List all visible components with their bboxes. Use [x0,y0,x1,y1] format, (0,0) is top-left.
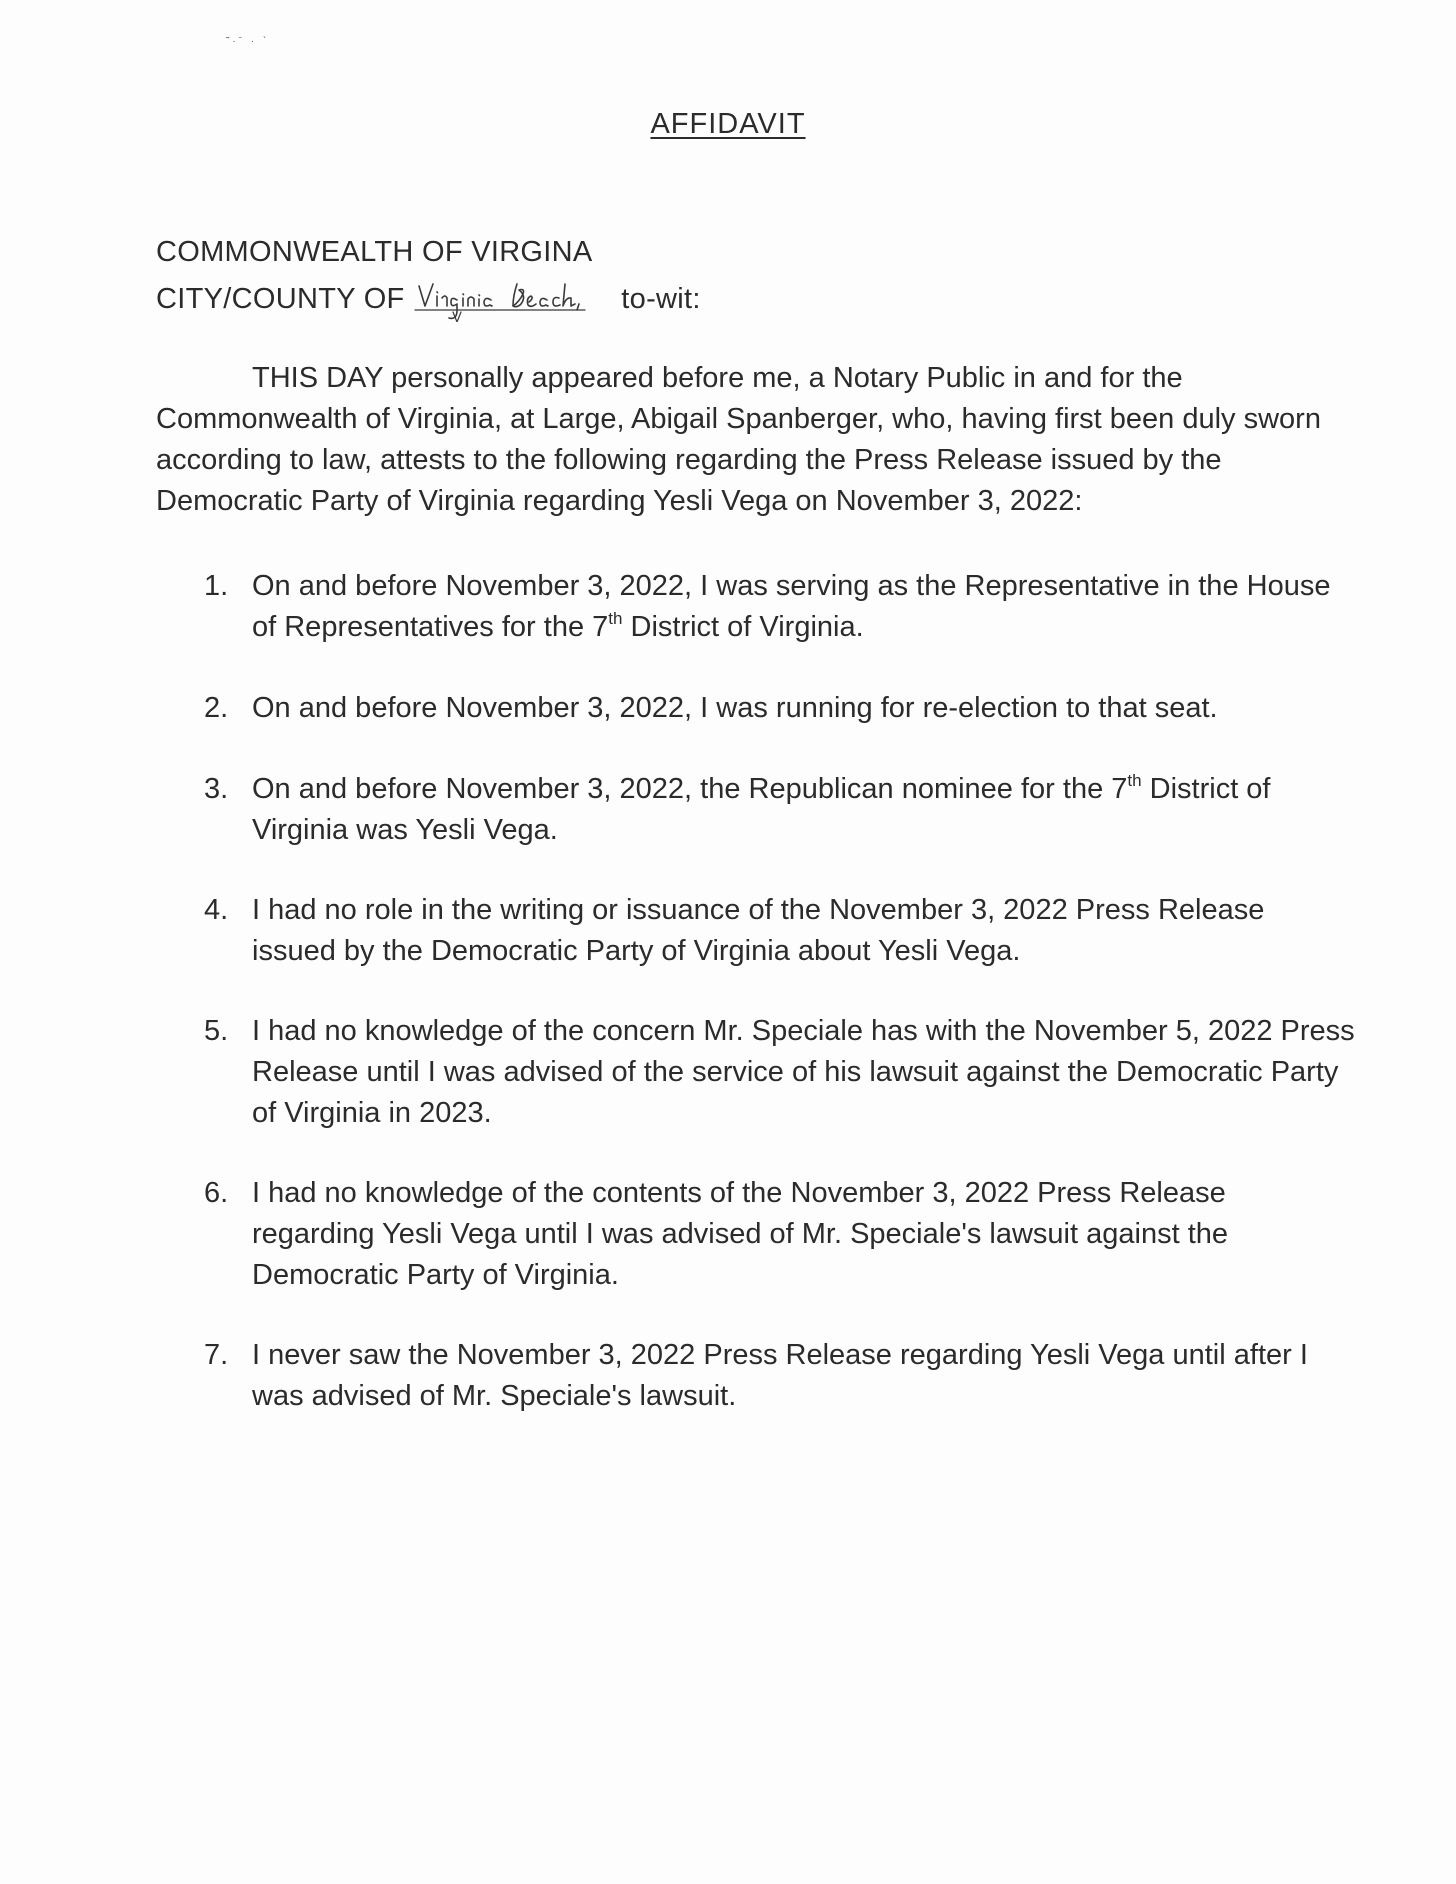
list-item-number: 4. [204,894,229,926]
list-item-text: I had no knowledge of the contents of the November 3, 2022 Press Release regarding Yesli Vega until I was advised of Mr. Speciale's lawsuit against the Democratic Party of Virginia. [252,1177,1229,1291]
superscript: th [1127,771,1142,790]
jurisdiction-line-1: COMMONWEALTH OF VIRGINA [156,236,593,268]
intro-paragraph: THIS DAY personally appeared before me, a Notary Public in and for the Commonwealth of Virginia, at Large, Abigail Spanberger, who, having first been duly sworn according to law, attests to the following regarding the Press Release issued by the Democratic Party of Virginia regarding Yesli Vega on November 3, 2022: [156,362,1321,517]
list-item-text: On and before November 3, 2022, I was serving as the Representative in the House of Representatives for the 7th District of Virginia. [252,570,1331,643]
to-wit-label: to-wit: [612,283,701,315]
list-item-text: On and before November 3, 2022, I was running for re-election to that seat. [252,692,1218,724]
list-item-text: I never saw the November 3, 2022 Press Release regarding Yesli Vega until after I was advised of Mr. Speciale's lawsuit. [252,1339,1308,1412]
superscript: th [608,609,623,628]
list-item-number: 1. [204,570,229,602]
list-item-number: 5. [204,1015,229,1047]
list-item-text: I had no role in the writing or issuance of the November 3, 2022 Press Release issued by the Democratic Party of Virginia about Yesli Vega. [252,894,1265,967]
jurisdiction-line-2 [156,278,701,318]
list-item-text: On and before November 3, 2022, the Republican nominee for the 7th District of Virginia was Yesli Vega. [252,771,1271,846]
list-item-number: 3. [204,773,229,805]
handwritten-city-signature [413,278,613,318]
scan-artifact: ˜·ˉ · ˋ [226,36,270,47]
list-item-number: 2. [204,692,229,724]
list-item-number: 7. [204,1339,229,1371]
title-text: AFFIDAVIT [650,108,806,140]
list-item-number: 6. [204,1177,229,1209]
document-title [0,108,1456,141]
list-item-text: I had no knowledge of the concern Mr. Speciale has with the November 5, 2022 Press Release until I was advised of the service of his lawsuit against the Democratic Party of Virginia in 2023. [252,1015,1355,1129]
city-county-label: CITY/COUNTY OF [156,283,413,315]
